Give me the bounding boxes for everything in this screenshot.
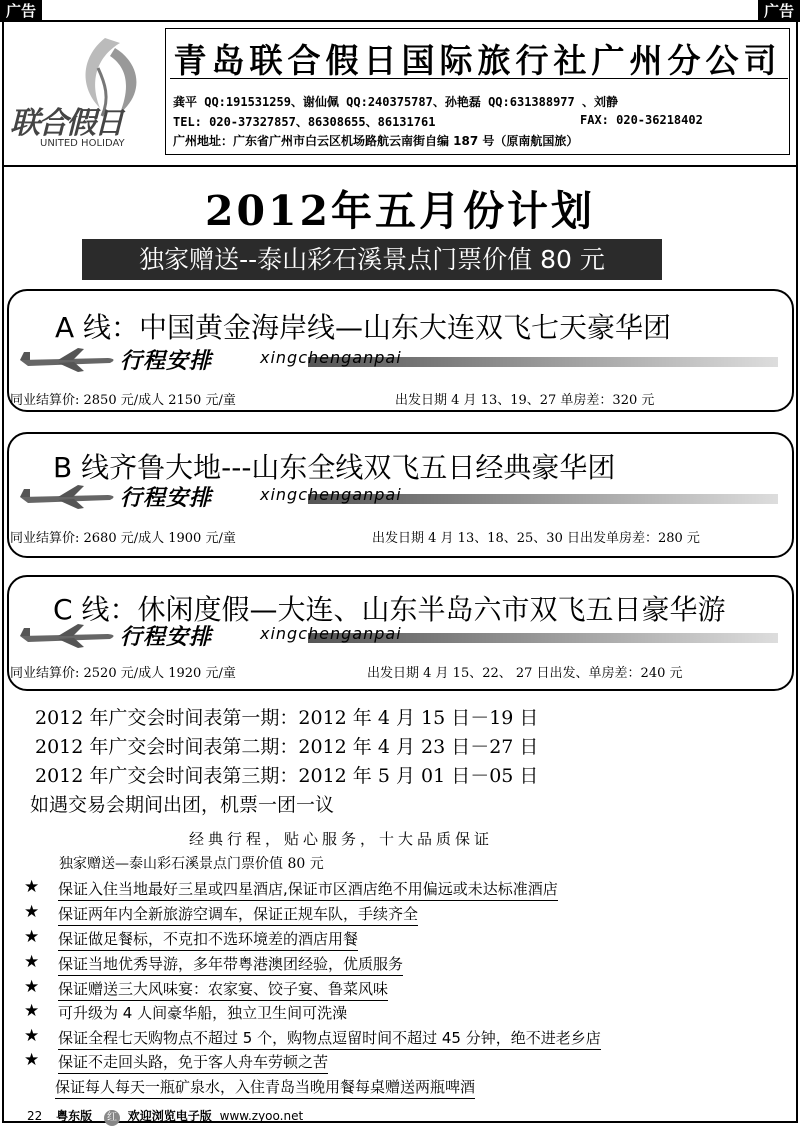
footer-url[interactable]: www.zyoo.net: [219, 1109, 304, 1123]
guarantee-item: 可升级为 4 人间豪华船，独立卫生间可洗澡: [58, 1004, 348, 1022]
star-icon: ★: [24, 1001, 40, 1021]
schedule-label: 行程安排: [120, 486, 213, 511]
header-divider: [2, 165, 798, 167]
page-number: 22: [27, 1109, 43, 1123]
route-c-price: 同业结算价: 2520 元/成人 1920 元/童: [10, 666, 236, 681]
edition-label: 粤东版: [56, 1109, 93, 1123]
guarantee-item: 保证赠送三大风味宴：农家宴、饺子宴、鲁菜风味: [58, 978, 388, 1001]
guarantee-item: 保证做足餐标，不克扣不选环境差的酒店用餐: [58, 928, 358, 951]
company-address: 广州地址：广东省广州市白云区机场路航云南街自编 187 号（原南航国旅）: [173, 134, 579, 148]
logo-brand-en: UNITED HOLIDAY: [40, 138, 125, 149]
route-c-schedule-bar: [8, 620, 783, 650]
guarantee-item: 保证每人每天一瓶矿泉水，入住青岛当晚用餐每桌赠送两瓶啤酒: [55, 1076, 475, 1099]
contact-qq: 龚平 QQ:191531259、谢仙佩 QQ:240375787、孙艳磊 QQ:631388977 、刘静: [173, 95, 618, 109]
contact-tel: TEL: 020-37327857、86308655、86131761: [173, 115, 436, 129]
footer-text: 欢迎浏览电子版: [127, 1109, 212, 1123]
edition-badge: 红: [104, 1110, 120, 1126]
canton-fair-phase-1: 2012 年广交会时间表第一期：2012 年 4 月 15 日－19 日: [35, 707, 539, 729]
star-icon: ★: [24, 1050, 40, 1070]
route-b-departure: 出发日期 4 月 13、18、25、30 日出发单房差：280 元: [372, 531, 700, 546]
logo-brand-cn: 联合假日: [10, 106, 122, 141]
main-title: 2012年五月份计划: [204, 187, 596, 235]
route-a-schedule-bar: [8, 344, 783, 374]
canton-fair-note: 如遇交易会期间出团，机票一团一议: [30, 794, 335, 816]
route-a-departure: 出发日期 4 月 13、19、27 单房差：320 元: [395, 393, 655, 408]
route-b-schedule-bar: [8, 481, 783, 511]
airplane-icon: [18, 483, 118, 509]
schedule-pinyin: xingchenganpai: [260, 348, 402, 367]
ad-label-left: 广告: [0, 0, 42, 22]
canton-fair-phase-2: 2012 年广交会时间表第二期：2012 年 4 月 23 日－27 日: [35, 736, 539, 758]
canton-fair-phase-3: 2012 年广交会时间表第三期：2012 年 5 月 01 日－05 日: [35, 765, 539, 787]
star-icon: ★: [24, 1026, 40, 1046]
schedule-pinyin: xingchenganpai: [260, 485, 402, 504]
guarantee-item: 保证两年内全新旅游空调车，保证正规车队，手续齐全: [58, 903, 418, 926]
route-a-price: 同业结算价: 2850 元/成人 2150 元/童: [10, 393, 236, 408]
divider: [170, 78, 788, 79]
ad-label-right: 广告: [758, 0, 800, 22]
airplane-icon: [18, 622, 118, 648]
page-footer: [27, 1107, 303, 1126]
contact-fax: FAX: 020-36218402: [580, 113, 703, 127]
gift-note: 独家赠送—泰山彩石溪景点门票价值 80 元: [59, 856, 324, 872]
route-c-departure: 出发日期 4 月 15、22、 27 日出发、单房差：240 元: [367, 666, 683, 681]
star-icon: ★: [24, 952, 40, 972]
route-c-title: C 线：休闲度假—大连、山东半岛六市双飞五日豪华游: [53, 593, 726, 626]
airplane-icon: [18, 346, 118, 372]
service-slogan: 经典行程，贴心服务，十大品质保证: [189, 830, 494, 848]
schedule-label: 行程安排: [120, 625, 213, 650]
company-title: 青岛联合假日国际旅行社广州分公司: [173, 41, 782, 80]
guarantee-item: 保证当地优秀导游，多年带粤港澳团经验，优质服务: [58, 953, 403, 976]
route-b-title: B 线齐鲁大地---山东全线双飞五日经典豪华团: [53, 451, 616, 484]
star-icon: ★: [24, 902, 40, 922]
schedule-label: 行程安排: [120, 349, 213, 374]
gift-banner: 独家赠送--泰山彩石溪景点门票价值 80 元: [82, 239, 662, 280]
schedule-pinyin: xingchenganpai: [260, 624, 402, 643]
guarantee-item: 保证不走回头路，免于客人舟车劳顿之苦: [58, 1051, 328, 1074]
star-icon: ★: [24, 977, 40, 997]
star-icon: ★: [24, 927, 40, 947]
route-a-title: A 线：中国黄金海岸线—山东大连双飞七天豪华团: [55, 311, 672, 344]
guarantee-item: 保证全程七天购物点不超过 5 个，购物点逗留时间不超过 45 分钟，绝不进老乡店: [58, 1027, 601, 1050]
route-b-price: 同业结算价: 2680 元/成人 1900 元/童: [10, 531, 236, 546]
star-icon: ★: [24, 877, 40, 897]
company-logo: [10, 28, 158, 158]
guarantee-item: 保证入住当地最好三星或四星酒店,保证市区酒店绝不用偏远或未达标准酒店: [58, 878, 558, 901]
